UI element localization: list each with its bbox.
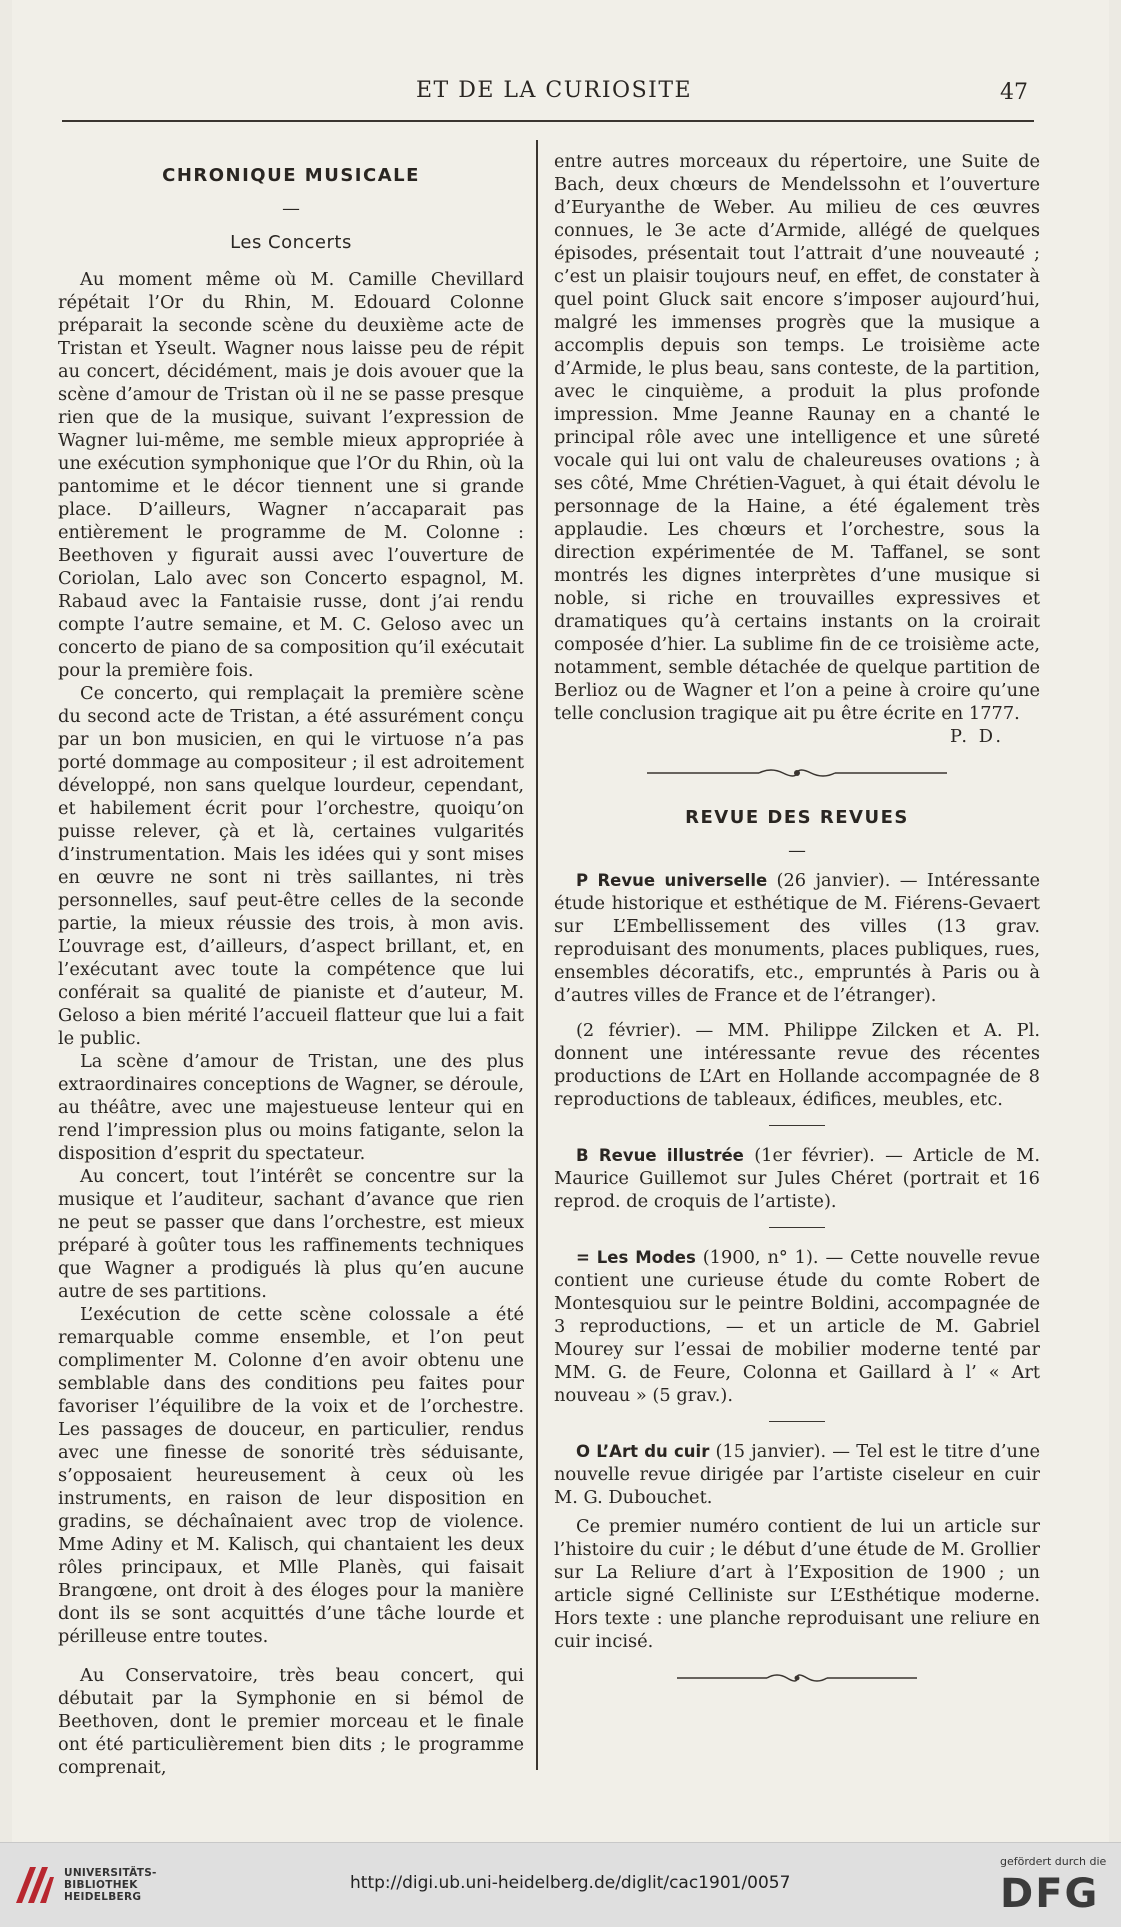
fleuron-ornament [677, 1671, 917, 1685]
paragraph: entre autres morceaux du répertoire, une Suite de Bach, deux chœurs de Mendelssohn et l’ouverture d’Euryanthe de Weber. Au milieu de ces œuvres connues, le 3e acte d’Armide, allégé de quelques épisodes, présentait tout l’attrait d’une nouveauté ; c’est un plaisir toujours neuf, en effet, de constater à quel point Gluck sait encore s’imposer aujourd’hui, malgré les immenses progrès que la musique a accomplis depuis son temps. Le troisième acte d’Armide, le plus beau, sans conteste, de la partition, avec le cinquième, a produit la plus profonde impression. Mme Jeanne Raunay en a chanté le principal rôle avec une intelligence et une sûreté vocale qui lui ont valu de chaleureuses ovations ; à ses côté, Mme Chrétien-Vaguet, à qui était dévolu le personnage de la Haine, a été également très applaudie. Les chœurs et l’orchestre, sous la direction expérimentée de M. Taffanel, se sont montrés les dignes interprètes d’une musique si noble, si riche en trouvailles expressives et dramatiques qu’à certains instants on la croirait composée d’hier. La sublime fin de ce troisième acte, notamment, semble détachée de quelque partition de Berlioz ou de Wagner et l’on a peine à croire qu’une telle conclusion tragique ait pu être écrite en 1777. [554, 151, 1040, 724]
title-dash: — [282, 198, 300, 219]
separator-rule [769, 1227, 825, 1228]
left-column [58, 150, 524, 1779]
running-title: ET DE LA CURIOSITE [416, 78, 693, 103]
signature: P. D. [950, 726, 1004, 747]
digitization-footer [0, 1842, 1121, 1927]
paragraph: Au Conservatoire, très beau concert, qui débutait par la Symphonie en si bémol de Beethoven, dont le premier morceau et le finale ont été particulièrement bien dits ; le programme comprenait, [58, 1665, 524, 1778]
paragraph: Au moment même où M. Camille Chevillard répétait l’Or du Rhin, M. Edouard Colonne préparait la seconde scène du deuxième acte de Tristan et Yseult. Wagner nous laisse peu de répit au concert, décidément, mais je dois avouer que la scène d’amour de Tristan où il ne se passe presque rien que de la musique, suivant l’expression de Wagner lui-même, me semble mieux appropriée à une exécution symphonique que l’Or du Rhin, où la pantomime et le décor tiennent une si grande place. D’ailleurs, Wagner n’accaparait pas entièrement le programme de M. Colonne : Beethoven y figurait aussi avec l’ouverture de Coriolan, Lalo avec son Concerto espagnol, M. Rabaud avec la Fantaisie russe, dont j’ai rendu compte l’autre semaine, et M. C. Geloso avec un concerto de piano de sa composition qu’il exécutait pour la première fois. [58, 269, 524, 681]
chronique-title: CHRONIQUE MUSICALE [162, 165, 420, 186]
dfg-logo: DFG [1000, 1871, 1100, 1917]
paragraph: La scène d’amour de Tristan, une des plus extraordinaires conceptions de Wagner, se déroule, au théâtre, avec une majestueuse lenteur qui en rend l’impression plus ou moins fatigante, selon la disposition d’esprit du spectateur. [58, 1051, 524, 1164]
fleuron-ornament [647, 766, 947, 780]
right-column [554, 150, 1040, 1711]
revue-entry: O L’Art du cuir (15 janvier). — Tel est le titre d’une nouvelle revue dirigée par l’artiste ciseleur en cuir M. G. Dubouchet. [554, 1441, 1040, 1508]
paragraph: Au concert, tout l’intérêt se concentre sur la musique et l’auditeur, sachant d’avance que rien ne peut se passer que dans l’orchestre, est mieux préparé à goûter tous les raffinements techniques que Wagner a prodigués là plus qu’en aucune autre de ses partitions. [58, 1166, 524, 1302]
concerts-subtitle: Les Concerts [230, 232, 352, 253]
revue-entry: = Les Modes (1900, n° 1). — Cette nouvelle revue contient une curieuse étude du comte Robert de Montesquiou sur le peintre Boldini, accompagnée de 3 reproductions, — et un article de M. Gabriel Mourey sur l’essai de mobilier moderne tenté par MM. G. de Feure, Colonna et Gaillard à l’ « Art nouveau » (5 grav.). [554, 1247, 1040, 1406]
revue-entry: Ce premier numéro contient de lui un article sur l’histoire du cuir ; le début d’une étude de M. Grollier sur La Reliure d’art à l’Exposition de 1900 ; un article signé Celliniste sur L’Esthétique moderne. Hors texte : une planche reproduisant une reliure en cuir incisé. [554, 1516, 1040, 1652]
separator-rule [769, 1421, 825, 1422]
library-name: UNIVERSITÄTS- BIBLIOTHEK HEIDELBERG [64, 1867, 157, 1903]
university-library-logo-icon [12, 1863, 56, 1907]
running-head [0, 78, 1121, 106]
header-rule [62, 120, 1034, 122]
page-number: 47 [1000, 80, 1028, 105]
title-dash: — [788, 840, 806, 861]
revue-entry: (2 février). — MM. Philippe Zilcken et A. Pl. donnent une intéressante revue des récentes productions de L’Art en Hollande accompagnée de 8 reproductions de tableaux, édifices, meubles, etc. [554, 1020, 1040, 1110]
column-divider [536, 140, 538, 1770]
revue-entry: P Revue universelle (26 janvier). — Intéressante étude historique et esthétique de M. Fiérens-Gevaert sur L’Embellissement des villes (13 grav. reproduisant des monuments, places publiques, rues, ensembles décoratifs, etc., empruntés à Paris ou à d’autres villes de France et de l’étranger). [554, 870, 1040, 1006]
source-url-link[interactable]: http://digi.ub.uni-heidelberg.de/diglit/cac1901/0057 [350, 1873, 791, 1893]
paragraph: Ce concerto, qui remplaçait la première scène du second acte de Tristan, a été assurément conçu par un bon musicien, en qui le virtuose n’a pas porté dommage au compositeur ; il est adroitement développé, non sans quelque lourdeur, cependant, et habilement écrit pour l’orchestre, quoiqu’on puisse relever, çà et là, certaines vulgarités d’instrumentation. Mais les idées qui y sont mises en œuvre ne sont ni très saillantes, ni très personnelles, sauf peut-être celles de la seconde partie, la mieux réussie des trois, à mon avis. L’ouvrage est, d’ailleurs, d’aspect brillant, et, en l’exécutant avec toute la compétence que lui conférait sa qualité de pianiste et d’auteur, M. Geloso a bien mérité l’accueil flatteur que lui a fait le public. [58, 683, 524, 1049]
revue-title: REVUE DES REVUES [685, 807, 909, 828]
funded-by-label: gefördert durch die [1000, 1855, 1107, 1868]
separator-rule [769, 1125, 825, 1126]
revue-entry: B Revue illustrée (1er février). — Article de M. Maurice Guillemot sur Jules Chéret (portrait et 16 reprod. de croquis de l’artiste). [554, 1145, 1041, 1212]
paragraph: L’exécution de cette scène colossale a été remarquable comme ensemble, et l’on peut complimenter M. Colonne d’en avoir obtenu une semblable dans des conditions peu faites pour favoriser l’équilibre de la voix et de l’orchestre. Les passages de douceur, en particulier, rendus avec une finesse de sonorité très séduisante, s’opposaient heureusement à ceux où les instruments, en raison de leur disposition en gradins, se déchaînaient avec trop de violence. Mme Adiny et M. Kalisch, qui chantaient les deux rôles principaux, et Mlle Planès, qui faisait Brangœne, ont droit à des éloges pour la manière dont ils se sont acquittés d’une tâche lourde et périlleuse entre toutes. [58, 1304, 524, 1647]
